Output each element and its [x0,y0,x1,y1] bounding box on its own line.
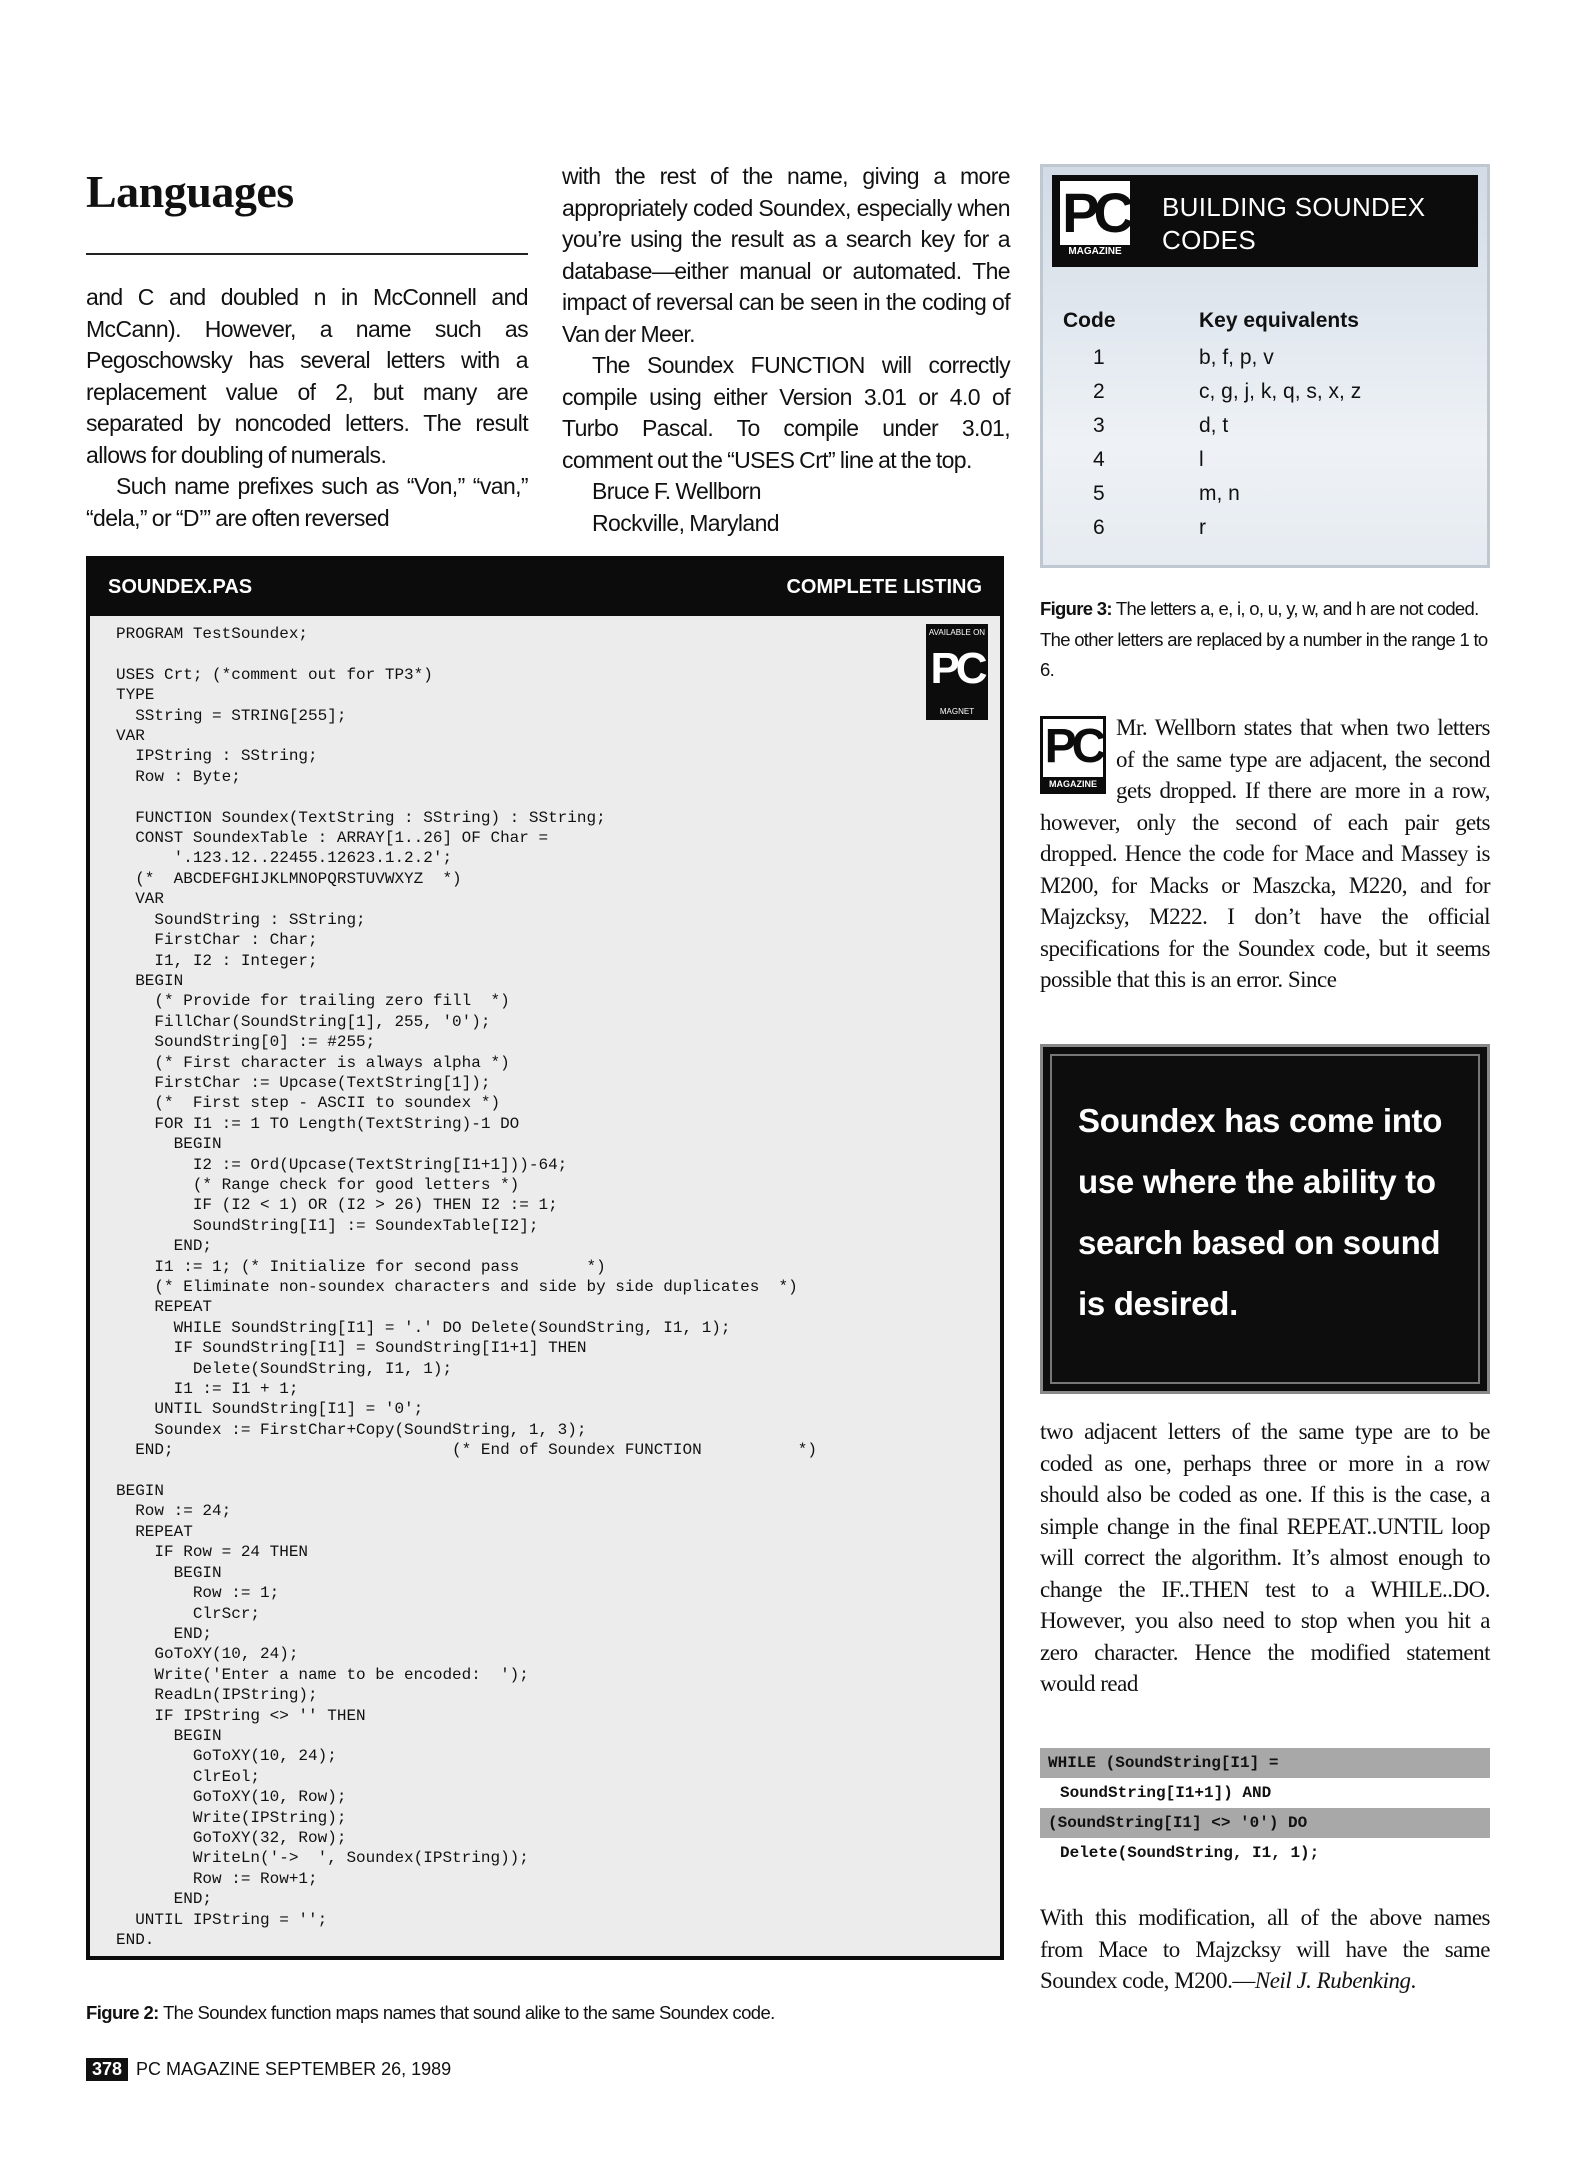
keys-cell: m, n [1199,482,1240,505]
figure-3-caption [1040,594,1490,686]
logo-text: PC [1062,181,1128,244]
code-cell: 1 [1093,346,1105,369]
table-row [1063,511,1361,545]
logo-bottom-text: MAGNET [939,707,975,716]
pc-magazine-logo-icon [1040,716,1106,794]
code-line: SoundString[I1+1]) AND [1060,1784,1272,1802]
caption-label: Figure 2: [86,2002,159,2023]
footer-text: PC MAGAZINE SEPTEMBER 26, 1989 [136,2059,452,2079]
code-cell: 5 [1093,482,1105,505]
column-1-paragraph: Such name prefixes such as “Von,” “van,” “dela,” or “D’” are often reversed [86,473,528,531]
title-line: BUILDING SOUNDEX [1162,192,1426,222]
table-row [1063,409,1361,443]
modified-code-snippet [1040,1748,1490,1868]
keys-cell: d, t [1199,414,1229,437]
pc-magazine-logo-icon [1060,181,1130,259]
code-cell: 4 [1093,448,1105,471]
listing-source-code: PROGRAM TestSoundex; USES Crt; (*comment out for TP3*) TYPE SString = STRING[255]; VAR IPString : SString; Row : Byte; FUNCTION Soundex(TextString : SString) : SString; CONST SoundexTable : ARRAY[1..26] OF Char = '.123.12..22455.12623.1.2.2'; (* ABCDEFGHIJKLMNOPQRSTUVWXYZ *) VAR SoundString : SString; FirstChar : Char; I1, I2 : Integer; BEGIN (* Provide for trailing zero fill *) FillChar(SoundString[1], 255, '0'); SoundString[0] := #255; (* First character is always alpha *) FirstChar := Upcase(TextString[1]); (* First step - ASCII to soundex *) FOR I1 := 1 TO Length(TextString)-1 DO BEGIN I2 := Ord(Upcase(TextString[I1+1]))-64; (* Range check for good letters *) IF (I2 < 1) OR (I2 > 26) THEN I2 := 1; SoundString[I1] := SoundexTable[I2]; END; I1 := 1; (* Initialize for second pass *) (* Eliminate non-soundex characters and side by side duplicates *) REPEAT WHILE SoundString[I1] = '.' DO Delete(SoundString, I1, 1); IF SoundString[I1] = SoundString[I1+1] THEN Delete(SoundString, I1, 1); I1 := I1 + 1; UNTIL SoundString[I1] = '0'; Soundex := FirstChar+Copy(SoundString, 1, 3); END; (* End of Soundex FUNCTION *) BEGIN Row := 24; REPEAT IF Row = 24 THEN BEGIN Row := 1; ClrScr; END; GoToXY(10, 24); Write('Enter a name to be encoded: '); ReadLn(IPString); IF IPString <> '' THEN BEGIN GoToXY(10, 24); ClrEol; GoToXY(10, Row); Write(IPString); GoToXY(32, Row); WriteLn('-> ', Soundex(IPString)); Row := Row+1; END; UNTIL IPString = ''; END. [116,625,817,1949]
figure-2-caption [86,2002,1006,2024]
closing-period: . [1410,1968,1416,1993]
column-2 [562,161,1010,539]
soundex-codes-box [1040,164,1490,568]
page-number: 378 [86,2058,128,2081]
listing-tag: COMPLETE LISTING [786,576,982,598]
code-cell: 3 [1093,414,1105,437]
closing-text: With this modification, all of the above names from Mace to Majzcksy will have the same Soundex code, M200.— [1040,1905,1490,1993]
caption-text: The letters a, e, i, o, u, y, w, and h are not coded. The other letters are replaced by a number in the range 1 to 6. [1040,598,1488,680]
soundex-codes-table [1063,307,1361,545]
column-1 [86,282,528,534]
closing-author: Neil J. Rubenking [1254,1968,1411,1993]
page-footer [86,2058,451,2081]
keys-cell: c, g, j, k, q, s, x, z [1199,380,1362,403]
code-line: (SoundString[I1] <> '0') DO [1040,1808,1490,1838]
pc-magnet-logo-icon [926,624,988,720]
soundex-codes-title [1162,191,1425,257]
code-line: WHILE (SoundString[I1] = [1040,1748,1490,1778]
column-3-closing [1040,1902,1490,1997]
logo-text: PC [1044,720,1102,773]
table-row [1063,477,1361,511]
logo-text: PC [930,644,984,693]
listing-header [90,560,1000,616]
column-1-paragraph: and C and doubled n in McConnell and McCann). However, a name such as Pegoschowsky has several letters with a replacement value of 2, but many are separated by noncoded letters. The result allows for doubling of numerals. [86,284,528,468]
caption-text: The Soundex function maps names that sound alike to the same Soundex code. [158,2002,775,2023]
title-rule [86,253,528,255]
column-2-paragraph: with the rest of the name, giving a more appropriately coded Soundex, especially when you’re using the result as a search key for a database—either manual or automated. The impact of reversal can be seen in the coding of Van der Meer. [562,163,1010,347]
title-line: CODES [1162,225,1256,255]
code-line: Delete(SoundString, I1, 1); [1060,1844,1320,1862]
logo-top-text: AVAILABLE ON [928,628,986,637]
column-3-paragraph: two adjacent letters of the same type are to be coded as one, perhaps three or more in a row should also be coded as one. If this is the case, a simple change in the final REPEAT..UNTIL loop will correct the algorithm. It’s almost enough to change the IF..THEN test to a WHILE..DO. However, you also need to stop when you hit a zero character. Hence the modified statement would read [1040,1419,1490,1696]
soundex-codes-header [1052,175,1478,267]
author-location: Rockville, Maryland [592,509,779,536]
code-listing [86,556,1004,1960]
keys-cell: r [1199,516,1206,539]
table-row [1063,443,1361,477]
caption-label: Figure 3: [1040,598,1112,619]
section-title: Languages [86,166,294,217]
listing-filename: SOUNDEX.PAS [108,576,253,598]
pull-quote [1040,1044,1490,1394]
keys-cell: b, f, p, v [1199,346,1274,369]
code-cell: 6 [1093,516,1105,539]
author-name: Bruce F. Wellborn [592,478,761,504]
logo-band: MAGAZINE [1043,777,1103,791]
table-row [1063,375,1361,409]
column-3-intro [1040,712,1490,996]
code-cell: 2 [1093,380,1105,403]
logo-band: MAGAZINE [1060,245,1130,259]
keys-cell: l [1199,448,1204,471]
column-header-code: Code [1063,309,1116,332]
column-2-paragraph: The Soundex FUNCTION will correctly compile using either Version 3.01 or 4.0 of Turbo Pascal. To compile under 3.01, comment out the “USES Crt” line at the top. [562,352,1010,473]
column-3-paragraph: Mr. Wellborn states that when two letters of the same type are adjacent, the second gets dropped. If there are more in a row, however, only the second of each pair gets dropped. Hence the code for Mace and Massey is M200, for Macks or Maszcka, M220, and for Majzcksy, M222. I don’t have the official specifications for the Soundex code, but it seems possible that this is an error. Since [1040,715,1490,992]
table-header-row [1063,307,1361,341]
pull-quote-text: Soundex has come into use where the ability to search based on sound is desired. [1078,1102,1443,1322]
column-header-keys: Key equivalents [1199,309,1359,332]
table-row [1063,341,1361,375]
